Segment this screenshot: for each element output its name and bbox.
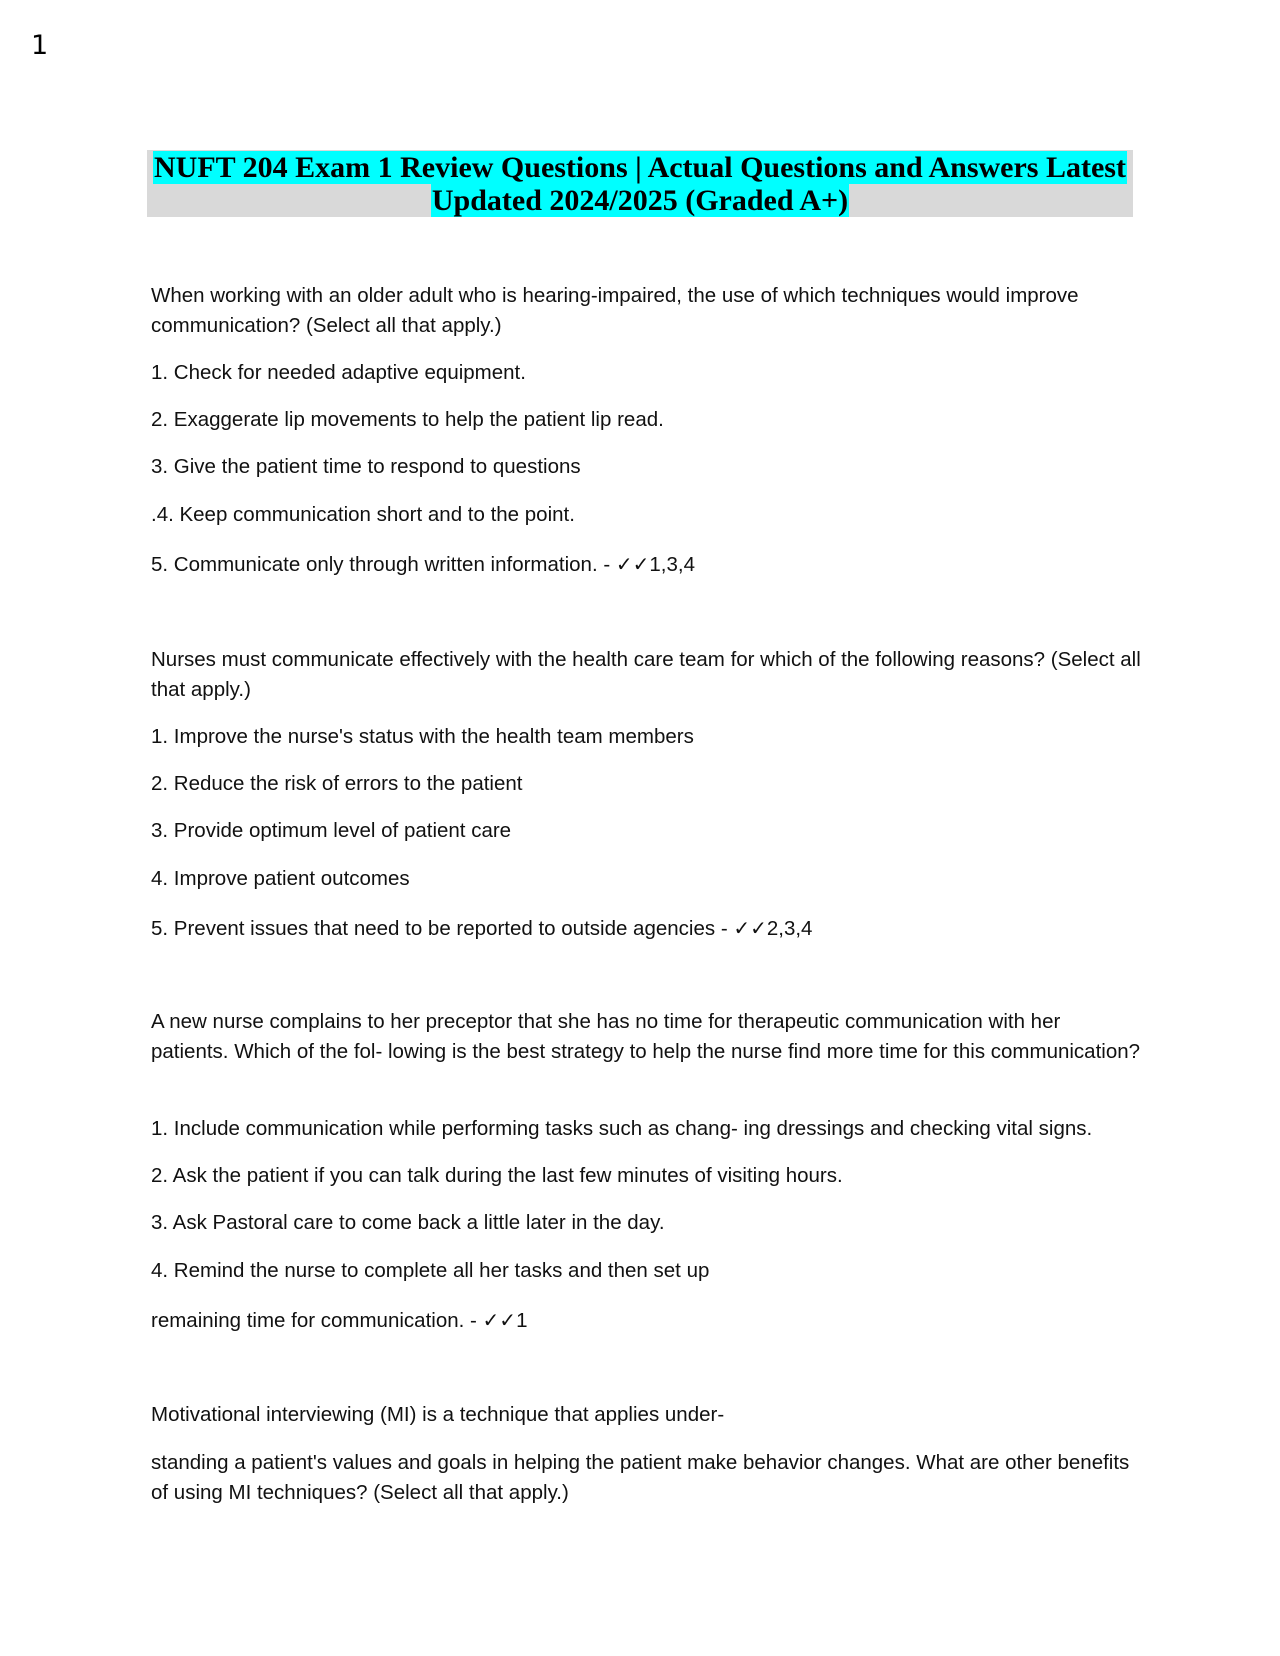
question-stem: Nurses must communicate effectively with the health care team for which of the following reasons? (Select all that apply.) <box>151 648 1141 701</box>
answer-option: 2. Exaggerate lip movements to help the patient lip read. <box>151 408 664 431</box>
check-icon: ✓✓ <box>482 1308 517 1332</box>
question-stem-continued: standing a patient's values and goals in helping the patient make behavior changes. What are other benefits of using MI techniques? (Select all that apply.) <box>151 1451 1130 1504</box>
question-stem: A new nurse complains to her preceptor that she has no time for therapeutic communication with her patients. Which of the fol- lowing is the best strategy to help the nurse find more time for this communication? <box>151 1010 1141 1063</box>
answer-option: .4. Keep communication short and to the point. <box>151 503 575 526</box>
question-stem: When working with an older adult who is hearing-impaired, the use of which techniques would improve communication? (Select all that apply.) <box>151 284 1079 337</box>
answer-option: 5. Prevent issues that need to be reported to outside agencies - <box>151 917 734 940</box>
answer-option: 1. Improve the nurse's status with the health team members <box>151 725 694 748</box>
answer-key: 1,3,4 <box>649 553 695 576</box>
answer-option: 3. Provide optimum level of patient care <box>151 819 512 842</box>
page-number: 1 <box>31 30 49 61</box>
answer-option: 3. Ask Pastoral care to come back a little later in the day. <box>151 1211 665 1234</box>
answer-option-with-key <box>151 1305 1141 1336</box>
document-title <box>147 150 1133 217</box>
answer-option: 2. Reduce the risk of errors to the patient <box>151 772 523 795</box>
answer-option: 3. Give the patient time to respond to questions <box>151 455 581 478</box>
answer-option: 1. Check for needed adaptive equipment. <box>151 361 526 384</box>
question-stem: Motivational interviewing (MI) is a technique that applies under- <box>151 1403 725 1426</box>
answer-option: 2. Ask the patient if you can talk during the last few minutes of visiting hours. <box>151 1164 843 1187</box>
answer-option: 4. Remind the nurse to complete all her tasks and then set up <box>151 1259 710 1282</box>
check-icon: ✓✓ <box>615 552 650 576</box>
answer-option: 1. Include communication while performing tasks such as chang- ing dressings and checking vital signs. <box>151 1117 1093 1140</box>
answer-option-with-key <box>151 549 1141 580</box>
answer-option: remaining time for communication. - <box>151 1309 483 1332</box>
answer-key: 1 <box>516 1309 528 1332</box>
check-icon: ✓✓ <box>733 916 767 940</box>
title-line-2: Updated 2024/2025 (Graded A+) <box>431 184 849 217</box>
answer-option: 5. Communicate only through written information. - <box>151 553 616 576</box>
answer-option-with-key <box>151 913 1141 944</box>
answer-option: 4. Improve patient outcomes <box>151 867 410 890</box>
answer-key: 2,3,4 <box>766 917 813 940</box>
title-line-1: NUFT 204 Exam 1 Review Questions | Actual Questions and Answers Latest <box>154 151 1126 184</box>
